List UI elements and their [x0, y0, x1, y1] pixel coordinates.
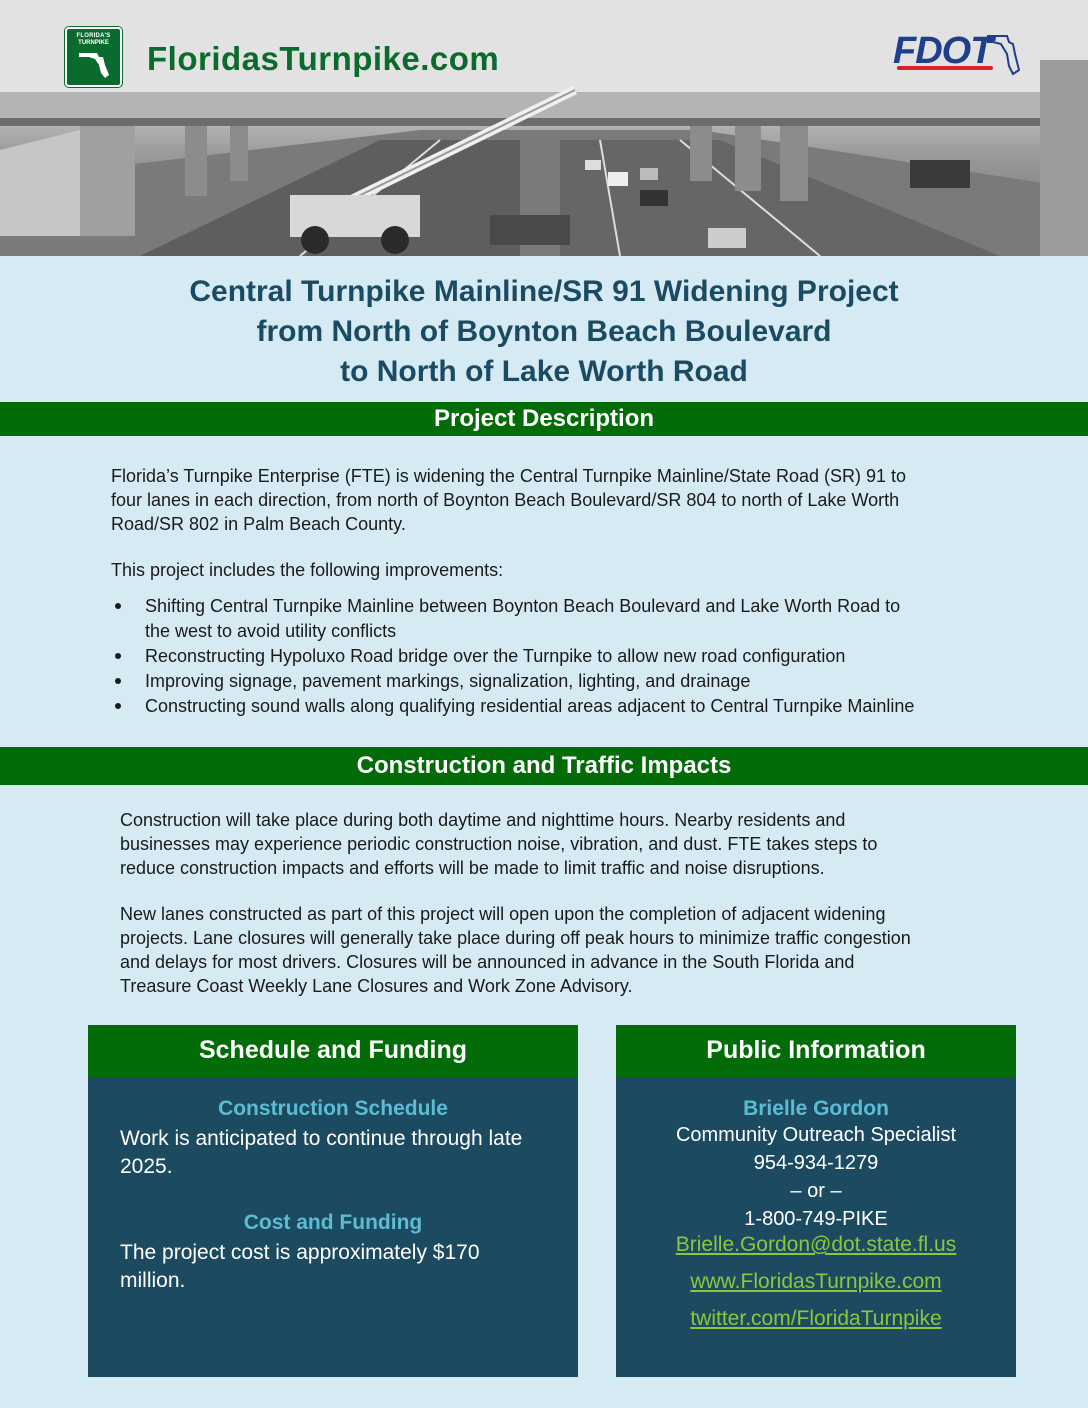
contact-role: Community Outreach Specialist: [675, 1124, 957, 1146]
construction-p2-line: Treasure Coast Weekly Lane Closures and Work Zone Advisory.: [120, 976, 633, 996]
fdot-logo-text: FDOT: [893, 30, 993, 72]
email-link[interactable]: Brielle.Gordon@dot.state.fl.us: [675, 1233, 957, 1256]
bullet-icon: [115, 653, 121, 659]
bullet-icon: [115, 678, 121, 684]
twitter-link[interactable]: twitter.com/FloridaTurnpike: [690, 1307, 942, 1330]
cost-line-2: million.: [120, 1269, 186, 1292]
construction-paragraph-2: [120, 902, 1020, 998]
badge-line1: FLORIDA'S: [76, 33, 111, 39]
toll-free-number: 1-800-749-PIKE: [744, 1208, 888, 1230]
construction-impacts-heading: Construction and Traffic Impacts: [0, 747, 1088, 785]
list-item-line1: Constructing sound walls along qualifying residential areas adjacent to Central Turnpike Mainline: [145, 696, 915, 716]
badge-line2: TURNPIKE: [78, 40, 109, 46]
title-line-1: Central Turnpike Mainline/SR 91 Widening Project: [189, 275, 899, 308]
construction-p1-line: businesses may experience periodic construction noise, vibration, and dust. FTE takes steps to: [120, 834, 878, 854]
cost-funding-text: [88, 1239, 578, 1295]
schedule-funding-heading: Schedule and Funding: [88, 1025, 578, 1077]
header-banner: [0, 0, 1088, 256]
description-line-1: Florida’s Turnpike Enterprise (FTE) is widening the Central Turnpike Mainline/State Road (SR) 91 to: [111, 466, 907, 486]
public-information-box: [616, 1025, 1016, 1377]
bullet-icon: [115, 703, 121, 709]
list-item: [111, 694, 1011, 719]
public-information-heading: Public Information: [616, 1025, 1016, 1077]
construction-p1-line: Construction will take place during both daytime and nighttime hours. Nearby residents and: [120, 810, 846, 830]
list-item-line1: Shifting Central Turnpike Mainline between Boynton Beach Boulevard and Lake Worth Road to: [145, 596, 901, 616]
list-item-line1: Improving signage, pavement markings, signalization, lighting, and drainage: [145, 671, 751, 691]
list-item: [111, 594, 1011, 644]
fdot-logo: [893, 30, 992, 73]
construction-schedule-text: [88, 1125, 578, 1181]
construction-p1-line: reduce construction impacts and efforts will be made to limit traffic and noise disruptions.: [120, 858, 825, 878]
schedule-line-2: 2025.: [120, 1155, 173, 1178]
list-item-line1: Reconstructing Hypoluxo Road bridge over the Turnpike to allow new road configuration: [145, 646, 846, 666]
contact-name: Brielle Gordon: [743, 1097, 889, 1120]
schedule-funding-box: [88, 1025, 578, 1377]
florida-state-icon: [77, 49, 111, 79]
schedule-line-1: Work is anticipated to continue through late: [120, 1127, 523, 1150]
bullet-icon: [115, 603, 121, 609]
construction-p2-line: and delays for most drivers. Closures will be announced in advance in the South Florida and: [120, 952, 855, 972]
improvements-list: [111, 594, 1011, 719]
construction-p2-line: New lanes constructed as part of this project will open upon the completion of adjacent widening: [120, 904, 886, 924]
contact-phone: 954-934-1279: [753, 1152, 879, 1174]
cost-line-1: The project cost is approximately $170: [120, 1241, 480, 1264]
list-item-line2: the west to avoid utility conflicts: [145, 621, 397, 641]
title-line-3: to North of Lake Worth Road: [340, 355, 748, 388]
cost-funding-title: Cost and Funding: [243, 1211, 423, 1234]
list-item: [111, 644, 1011, 669]
website-link[interactable]: www.FloridasTurnpike.com: [690, 1270, 942, 1293]
title-line-2: from North of Boynton Beach Boulevard: [256, 315, 832, 348]
florida-turnpike-logo: [65, 27, 122, 87]
construction-schedule-title: Construction Schedule: [218, 1097, 448, 1120]
description-line-3: Road/SR 802 in Palm Beach County.: [111, 514, 406, 534]
list-item: [111, 669, 1011, 694]
improvements-intro: This project includes the following improvements:: [111, 560, 504, 580]
project-description-paragraph: [111, 464, 1011, 536]
page-title: [0, 272, 1088, 392]
description-line-2: four lanes in each direction, from north of Boynton Beach Boulevard/SR 804 to north of Lake Worth: [111, 490, 900, 510]
or-separator: – or –: [790, 1180, 842, 1202]
project-description-heading: Project Description: [0, 402, 1088, 436]
site-name: FloridasTurnpike.com: [147, 40, 500, 77]
construction-paragraph-1: [120, 808, 1020, 880]
construction-p2-line: projects. Lane closures will generally take place during off peak hours to minimize traffic congestion: [120, 928, 911, 948]
